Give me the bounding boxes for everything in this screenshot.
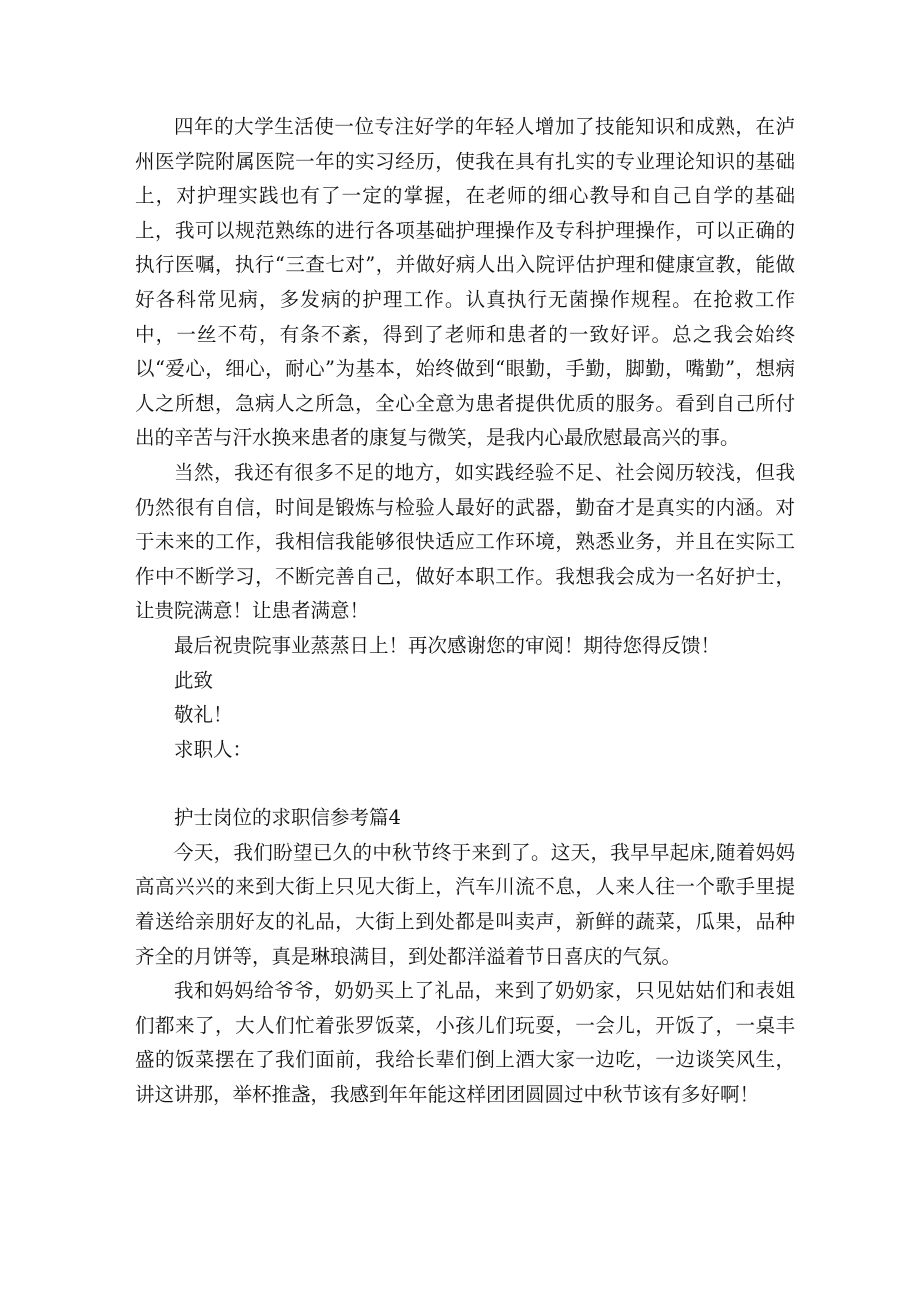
- body-paragraph: 当然，我还有很多不足的地方，如实践经验不足、社会阅历较浅，但我仍然很有自信，时间是锻炼与检验人最好的武器，勤奋才是真实的内涵。对于未来的工作，我相信我能够很快适应工作环境，熟悉业务，并且在实际工作中不断学习，不断完善自己，做好本职工作。我想我会成为一名好护士，让贵院满意！让患者满意！: [135, 460, 795, 623]
- closing-wish: 最后祝贵院事业蒸蒸日上！再次感谢您的审阅！期待您得反馈！: [174, 633, 721, 657]
- document-page: [135, 110, 795, 1113]
- body-paragraph: 我和妈妈给爷爷，奶奶买上了礼品，来到了奶奶家，只见姑姑们和表姐们都来了，大人们忙着张罗饭菜，小孩儿们玩耍，一会儿，开饭了，一桌丰盛的饭菜摆在了我们面前，我给长辈们倒上酒大家一边吃，一边谈笑风生，讲这讲那，举杯推盏，我感到年年能这样团团圆圆过中秋节该有多好啊！: [135, 979, 795, 1107]
- closing-regards: 敬礼！: [174, 703, 233, 727]
- section-title: 护士岗位的求职信参考篇4: [174, 806, 401, 830]
- blank-line: [135, 767, 795, 801]
- signature-line: 求职人：: [174, 737, 253, 761]
- body-paragraph: 今天，我们盼望已久的中秋节终于来到了。这天，我早早起床,随着妈妈高高兴兴的来到大街上只见大街上，汽车川流不息，人来人往一个歌手里提着送给亲朋好友的礼品，大街上到处都是叫卖声，新鲜的蔬菜，瓜果，品种齐全的月饼等，真是琳琅满目，到处都洋溢着节日喜庆的气氛。: [135, 840, 795, 968]
- closing-salutation: 此致: [174, 668, 214, 692]
- body-paragraph: 四年的大学生活使一位专注好学的年轻人增加了技能知识和成熟，在泸州医学院附属医院一年的实习经历，使我在具有扎实的专业理论知识的基础上，对护理实践也有了一定的掌握，在老师的细心教导和自己自学的基础上，我可以规范熟练的进行各项基础护理操作及专科护理操作，可以正确的执行医嘱，执行“三查七对”，并做好病人出入院评估护理和健康宣教，能做好各科常见病，多发病的护理工作。认真执行无菌操作规程。在抢救工作中，一丝不苟，有条不紊，得到了老师和患者的一致好评。总之我会始终以“爱心，细心，耐心”为基本，始终做到“眼勤，手勤，脚勤，嘴勤”，想病人之所想，急病人之所急，全心全意为患者提供优质的服务。看到自己所付出的辛苦与汗水换来患者的康复与微笑，是我内心最欣慰最高兴的事。: [135, 115, 795, 450]
